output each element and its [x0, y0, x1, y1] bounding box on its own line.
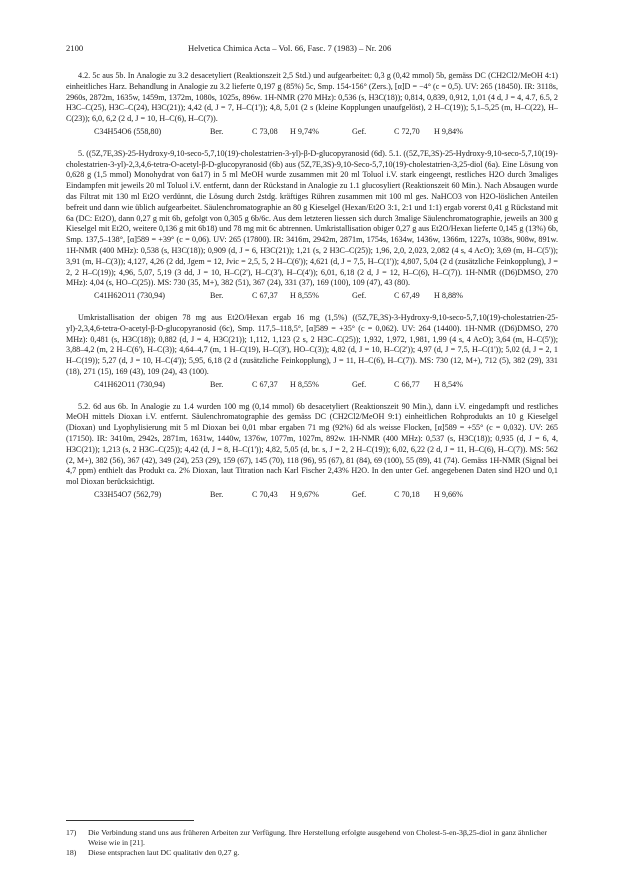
footnote-mark: 17): [66, 828, 77, 837]
calc-carbon: C 67,37: [252, 291, 278, 301]
molecular-formula: C34H54O6 (558,80): [94, 126, 162, 136]
calc-carbon: C 67,37: [252, 379, 278, 389]
calc-label: Ber.: [210, 379, 224, 389]
recrystallization-paragraph: Umkristallisation der obigen 78 mg aus Et2O/Hexan ergab 16 mg (1,5%) ((5Z,7E,3S)-3-Hydroxy-9,10-seco-5,7,10(19)-cholestatrien-25-yl)-2,3,4,6-tetra-O-acetyl-β-D-glucopyranosid (6c), Smp. 117,5–118,5°, [α]589 = +35° (c = 0,062). UV: 264 (14400). 1H-NMR ((D6)DMSO, 270 MHz): 0,481 (s, H3C(18)); 0,882 (d, J = 4, H3C(21)); 1,112, 1,123 (2 s, 2 H3C–C(25)); 1,932, 1,972, 1,981, 1,99 (4 s, 4 AcO); 3,64 (m, H–C(5')); 3,88–4,2 (m, 2 H–C(6'), H–C(3)); 4,64–4,7 (m, 1 H–C(19), H–C(3'), HO–C(3)); 4,82 (d, J = 10, H–C(2')); 4,97 (d, J = 7,5, H–C(1')); 5,02 (d, J = 2, 1 H–C(19)); 5,27 (d, J = 10, H–C(4')); 5,95, 6,18 (2 d (zusätzliche Feinkopplung), J = 11, H–C(6), H–C(7)). MS: 730 (12, M+), 712 (5), 382 (29), 331 (18), 271 (15), 169 (43), 109 (24), 43 (100).: [66, 312, 558, 376]
calc-hydrogen: H 8,55%: [290, 379, 319, 389]
molecular-formula: C41H62O11 (730,94): [94, 291, 166, 301]
found-hydrogen: H 9,84%: [434, 126, 463, 136]
calc-carbon: C 73,08: [252, 126, 278, 136]
footnote-mark: 18): [66, 848, 77, 857]
section-5-paragraph: 5. ((5Z,7E,3S)-25-Hydroxy-9,10-seco-5,7,10(19)-cholestatrien-3-yl)-β-D-glucopyranosid (6d). 5.1. ((5Z,7E,3S)-25-Hydroxy-9,10-seco-5,7,10(19)-cholestatrien-3-yl)-2,3,4,6-tetra-O-acetyl-β-D-glucopyranosid (6b) aus (5Z,7E,3S)-9,10-Seco-5,7,10(19)-cholestatrien-3,25-diol (6a). Eine Lösung von 0,628 g (1,5 mmol) Monohydrat von 6a17) in 5 ml MeOH wurde zusammen mit 20 ml Toluol i.V. stark eingeengt, restliches H2O durch 3maliges Eindampfen mit jeweils 20 ml Toluol i.V. entfernt, dann der Rückstand in Analogie zu 1.1 glucosyliert (Reaktionszeit 60 Min.). Nach Absaugen wurde das Filtrat mit 130 ml Et2O verdünnt, die Lösung durch 2stdg. kräftiges Rühren zusammen mit 100 ml ges. NaHCO3 von H2O-löslichen Anteilen befreit und dann wie üblich aufgearbeitet. Säulenchromatographie an 80 g Kieselgel (Hexan/Et2O 3:1, 2:1 und 1:1) ergab vorerst 0,41 g Rückstand mit 6a (DC: Et2O), dann 0,27 g mit 6b, gefolgt von 0,305 g 6b/6c. Aus dem letzteren liessen sich durch 3malige Säulenchromatographie, jeweils an 300 g Kieselgel mit Et2O, weitere 0,136 g mit 6b18) und 78 mg mit 6c abtrennen. Umkristallisation obiger 0,27 g aus Et2O/Hexan lieferte 0,145 g (13%) 6b, Smp. 137,5–138°, [α]589 = +39° (c = 0,06). UV: 265 (17800). IR: 3416m, 2942m, 2871m, 1754s, 1634w, 1436w, 1366m, 1227s, 1038s, 908w, 891w. 1H-NMR (400 MHz): 0,538 (s, H3C(18)); 0,909 (d, J = 6, H3C(21)); 1,21 (s, 2 H3C–C(25)); 1,96, 2,0, 2,023, 2,082 (4 s, 4 AcO); 3,69 (m, H–C(5')); 3,91 (m, H–C(3)); 4,127, 4,26 (2 dd, Jgem = 12, Jvic = 2,5, 5, 2 H–C(6')); 4,621 (d, J = 7,5, H–C(1')); 4,807, 5,04 (2 d (zusätzliche Feinkopplung), J = 2, 2 H–C(19)); 4,96, 5,07, 5,19 (3 dd, J = 10, H–C(2'), H–C(3'), H–C(4')); 6,01, 6,18 (2 d, J = 12, H–C(6), H–C(7)). 1H-NMR ((D6)DMSO, 270 MHz): 4,04 (s, HO–C(25)). MS: 730 (35, M+), 382 (51), 367 (24), 331 (37), 169 (100), 109 (47), 43 (80).: [66, 148, 558, 288]
found-label: Gef.: [352, 489, 367, 499]
footnote-18: [66, 848, 558, 858]
calc-label: Ber.: [210, 126, 224, 136]
elemental-analysis-5c: [66, 127, 558, 138]
journal-title: Helvetica Chimica Acta – Vol. 66, Fasc. 7 (1983) – Nr. 206: [188, 43, 392, 53]
section-5-2-paragraph: 5.2. 6d aus 6b. In Analogie zu 1.4 wurden 100 mg (0,14 mmol) 6b desacetyliert (Reaktionszeit 90 Min.), dann i.V. eingedampft und restliches MeOH mittels Dioxan i.V. entfernt. Säulenchromatographie des gemäss DC (CH2Cl2/MeOH 9:1) einheitlichen Rohprodukts an 10 g Kieselgel (Dioxan) und Lyophylisierung mit 5 ml Dioxan bei 0,01 mbar ergaben 71 mg (92%) 6d als weisse Flocken, [α]589 = +55° (c = 0,032). UV: 265 (17150). IR: 3410m, 2942s, 2871m, 1631w, 1440w, 1376w, 1077m, 1027m, 892w. 1H-NMR (400 MHz): 0,537 (s, H3C(18)); 0,935 (d, J = 6, 4, H3C(21)); 1,213 (s, 2 H3C–C(25)); 4,42 (d, J = 8, H–C(1')); 4,82, 5,05 (d, br. s, J = 2, 2 H–C(19)); 6,02, 6,22 (2 d, J = 11, H–C(6), H–C(7)). MS: 562 (2, M+), 382 (56), 367 (42), 349 (24), 253 (29), 159 (67), 145 (70), 118 (96), 95 (67), 81 (84), 69 (100), 55 (89), 41 (74). Gemäss 1H-NMR (Signal bei 4,7 ppm) enthielt das Produkt ca. 2% Dioxan, laut Titration nach Karl Fischer 2,43% H2O. In den unter Gef. angegebenen Daten sind H2O und 0,1 mol Dioxan berücksichtigt.: [66, 401, 558, 487]
found-hydrogen: H 8,88%: [434, 291, 463, 301]
calc-hydrogen: H 8,55%: [290, 291, 319, 301]
found-carbon: C 67,49: [394, 291, 420, 301]
footnotes: [66, 828, 558, 858]
main-text: [66, 71, 558, 512]
footnote-text: Diese entsprachen laut DC qualitativ den 0,27 g.: [88, 848, 240, 857]
found-carbon: C 70,18: [394, 489, 420, 499]
elemental-analysis-6b: [66, 291, 558, 302]
found-carbon: C 66,77: [394, 379, 420, 389]
page-number: 2100: [66, 43, 84, 53]
footnote-17: [66, 828, 558, 848]
found-label: Gef.: [352, 379, 367, 389]
calc-label: Ber.: [210, 291, 224, 301]
section-4-2-paragraph: 4.2. 5c aus 5b. In Analogie zu 3.2 desacetyliert (Reaktionszeit 2,5 Std.) und aufgearbeitet: 0,3 g (0,42 mmol) 5b, gemäss DC (CH2Cl2/MeOH 4:1) einheitliches Harz. Behandlung in Analogie zu 3.2 lieferte 0,197 g (85%) 5c, Smp. 154-156° (Zers.), [α]D = −4° (c = 0,5). UV: 265 (18450). IR: 3118s, 2960s, 2872m, 1635w, 1459m, 1372m, 1080s, 1025s, 896w. 1H-NMR (270 MHz): 0,536 (s, H3C(18)); 0,814, 0,839, 0,912, 1,01 (4 d, J = 4, 4.7, 6.5, 2 H3C–C(25), H3C–C(24), H3C(21)); 4,42 (d, J = 7, H–C(1')); 4,8, 5,01 (2 s (kleine Kopplungen unaufgelöst), 2 H–C(19)); 5,1–5,25 (m, H–C(22), H–C(23)); 6,0, 6,2 (2 d, J = 10, H–C(6), H–C(7)).: [66, 71, 558, 124]
found-label: Gef.: [352, 291, 367, 301]
elemental-analysis-6d: [66, 490, 558, 501]
found-hydrogen: H 8,54%: [434, 379, 463, 389]
calc-label: Ber.: [210, 489, 224, 499]
footnote-divider: [66, 820, 194, 821]
found-label: Gef.: [352, 126, 367, 136]
molecular-formula: C33H54O7 (562,79): [94, 489, 162, 499]
found-carbon: C 72,70: [394, 126, 420, 136]
calc-carbon: C 70,43: [252, 489, 278, 499]
calc-hydrogen: H 9,67%: [290, 489, 319, 499]
elemental-analysis-6c: [66, 380, 558, 391]
footnote-text: Die Verbindung stand uns aus früheren Arbeiten zur Verfügung. Ihre Herstellung erfolgte ausgehend von Cholest-5-en-3β,25-diol in ganz ähnlicher Weise wie in [21].: [88, 828, 548, 847]
found-hydrogen: H 9,66%: [434, 489, 463, 499]
calc-hydrogen: H 9,74%: [290, 126, 319, 136]
molecular-formula: C41H62O11 (730,94): [94, 379, 166, 389]
